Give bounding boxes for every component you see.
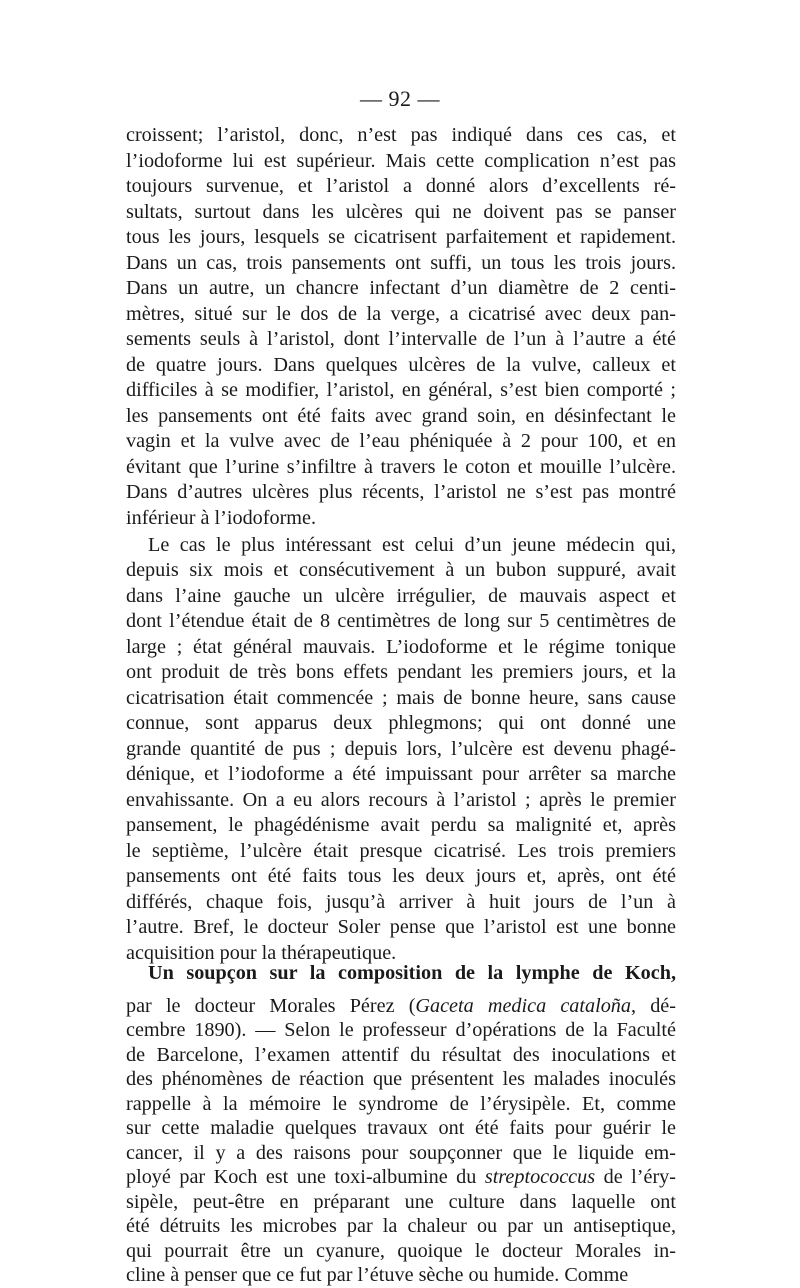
text-line: sipèle, peut-être en préparant une culture dans laquelle ont — [126, 1190, 676, 1213]
text-line: tous les jours, lesquels se cicatrisent parfaitement et rapidement. — [126, 226, 676, 248]
text-line: croissent; l’aristol, donc, n’est pas indiqué dans ces cas, et — [126, 124, 676, 146]
text-line: les pansements ont été faits avec grand soin, en désinfectant le — [126, 405, 676, 427]
text-line: difficiles à se modifier, l’aristol, en général, s’est bien comporté ; — [126, 379, 676, 401]
text-line: ont produit de très bons effets pendant les premiers jours, et la — [126, 661, 676, 683]
section-heading: Un soupçon sur la composition de la lymphe de Koch, — [148, 962, 676, 984]
text-line: Dans d’autres ulcères plus récents, l’aristol ne s’est pas montré — [126, 481, 676, 503]
text-line: l’iodoforme lui est supérieur. Mais cette complication n’est pas — [126, 150, 676, 172]
text-line: toujours survenue, et l’aristol a donné alors d’excellents ré- — [126, 175, 676, 197]
journal-title: Gaceta medica cataloña — [415, 994, 631, 1017]
text-line: rappelle à la mémoire le syndrome de l’érysipèle. Et, comme — [126, 1092, 676, 1115]
text-line: vagin et la vulve avec de l’eau phéniquée à 2 pour 100, et en — [126, 430, 676, 452]
text-line: Le cas le plus intéressant est celui d’un jeune médecin qui, — [148, 534, 676, 556]
species-name: streptococcus — [484, 1166, 596, 1188]
text-run: de l’éry- — [595, 1166, 676, 1188]
text-line: cancer, il y a des raisons pour soupçonner que le liquide em- — [126, 1141, 676, 1164]
text-line: cline à penser que ce fut par l’étuve sèche ou humide. Comme — [126, 1264, 629, 1286]
text-line: dont l’étendue était de 8 centimètres de long sur 5 centimètres de — [126, 610, 676, 632]
text-line: inférieur à l’iodoforme. — [126, 507, 317, 529]
text-line: pansement, le phagédénisme avait perdu sa malignité et, après — [126, 814, 676, 836]
text-line: des phénomènes de réaction que présentent les malades inoculés — [126, 1068, 676, 1090]
text-line: envahissante. On a eu alors recours à l’aristol ; après le premier — [126, 789, 676, 811]
text-line: sur cette maladie quelques travaux ont été faits pour guérir le — [126, 1117, 676, 1139]
text-line: le septième, l’ulcère était presque cicatrisé. Les trois premiers — [126, 840, 676, 862]
text-line: acquisition pour la thérapeutique. — [126, 942, 397, 964]
text-line: sultats, surtout dans les ulcères qui ne doivent pas se panser — [126, 201, 676, 223]
text-line: grande quantité de pus ; depuis lors, l’ulcère est devenu phagé- — [126, 738, 676, 760]
text-line: depuis six mois et consécutivement à un bubon suppuré, avait — [126, 559, 676, 581]
text-line: pansements ont été faits tous les deux jours et, après, ont été — [126, 865, 676, 887]
text-line: évitant que l’urine s’infiltre à travers le coton et mouille l’ulcère. — [126, 456, 676, 478]
text-line: qui pourrait être un cyanure, quoique le docteur Morales in- — [126, 1239, 676, 1262]
page-number: — 92 — — [360, 86, 440, 111]
text-line: dans l’aine gauche un ulcère irrégulier, de mauvais aspect et — [126, 585, 676, 607]
text-line — [126, 1164, 676, 1190]
text-line: mètres, situé sur le dos de la verge, a cicatrisé avec deux pan- — [126, 303, 676, 325]
text-line: connue, sont apparus deux phlegmons; qui ont donné une — [126, 712, 676, 734]
text-run: par le docteur Morales Pérez ( — [126, 994, 416, 1017]
text-line: cembre 1890). — Selon le professeur d’opérations de la Faculté — [126, 1019, 676, 1041]
text-run: ployé par Koch est une toxi-albumine du — [126, 1166, 485, 1188]
text-line: été détruits les microbes par la chaleur ou par un antiseptique, — [126, 1215, 676, 1237]
text-line: de quatre jours. Dans quelques ulcères de la vulve, calleux et — [126, 354, 676, 376]
text-run: , dé- — [631, 994, 676, 1017]
text-line: Dans un autre, un chancre infectant d’un diamètre de 2 centi- — [126, 277, 676, 299]
text-line: de Barcelone, l’examen attentif du résultat des inoculations et — [126, 1043, 676, 1066]
text-line: dénique, et l’iodoforme a été impuissant pour arrêter sa marche — [126, 763, 676, 785]
text-line: Dans un cas, trois pansements ont suffi, un tous les trois jours. — [126, 252, 676, 274]
text-line: l’autre. Bref, le docteur Soler pense que l’aristol est une bonne — [126, 916, 676, 938]
text-line: sements seuls à l’aristol, dont l’intervalle de l’un à l’autre a été — [126, 328, 676, 350]
text-line — [126, 993, 676, 1019]
text-line: cicatrisation était commencée ; mais de bonne heure, sans cause — [126, 687, 676, 709]
text-line: large ; état général mauvais. L’iodoforme et le régime tonique — [126, 636, 676, 658]
text-line: différés, chaque fois, jusqu’à arriver à huit jours de l’un à — [126, 891, 676, 913]
